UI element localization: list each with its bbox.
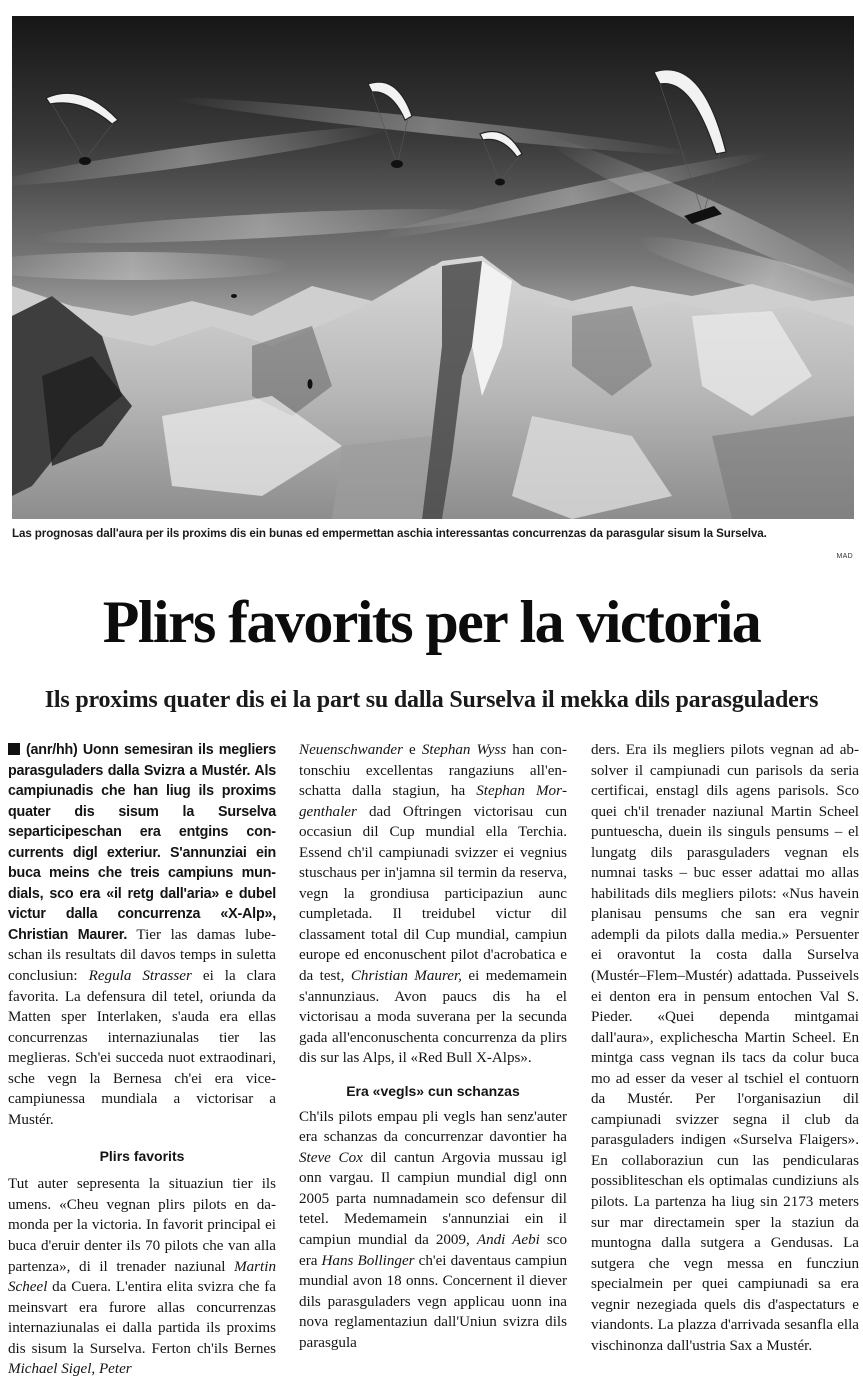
person-name: Martin Scheel — [8, 1258, 276, 1296]
lead-square-icon — [8, 743, 20, 755]
body-text: Tier las damas lubeschan ils resultats dil davos temps in suletta conclusiun: — [8, 926, 276, 985]
body-text: ei medemamein s'annunziaus. Avon paucs dis ha el victorisau a moda suverana per la secunda gada all'enconuschenta concurrenza da plirs dis sur las Alps, il «Red Bull X-Alps». — [299, 968, 567, 1067]
article-subheadline: Ils proxims quater dis ei la part su dalla Surselva il mekka dils parasguladers — [44, 687, 819, 713]
photo-credit: MAD — [836, 553, 853, 560]
paragliders-over-mountains-photo — [12, 16, 854, 519]
article-headline: Plirs favorits per la victoria — [102, 589, 761, 655]
person-name: Christian Maurer, — [350, 968, 462, 985]
body-text: da Cuera. L'entira elita svizra che fa meinsvart era furore allas concurrenzas internaziunalas ei dalla partida ils proxims dis sisum la Surselva. Ferton ch'ils Bernes — [8, 1279, 276, 1357]
person-name: Stephan Wyss — [421, 742, 507, 758]
body-text: sco era — [299, 1232, 567, 1269]
lead-paragraph — [8, 740, 276, 1130]
body-text: dad Oftringen victorisau cun occasiun dil Cup mundial ella Terchia. Essend ch'il campiunadi svizzer ei vegnius stuschaus per in'jamna sil termin da reserva, vegn la grondiusa participaziun aunc cumpletada. Il treidubel victur dil classament total dil Cup mundial, campiun europe ed enconuschent pilot d'acrobatica e da test, — [299, 803, 567, 985]
article-column-1 — [8, 740, 276, 1380]
article-photo — [12, 16, 854, 519]
person-name: Andi Aebi — [476, 1232, 540, 1249]
section-subhead: Plirs favorits — [99, 1148, 185, 1165]
body-text: Tut auter sepresenta la situaziun tier ils umens. «Cheu vegnan plirs pilots en damonda per la victoria. In favorit principal ei buca d'eruir denter ils 70 pilots che van alla partenza», di il trenader naziunal — [8, 1176, 276, 1275]
person-name: Michael Sigel, Peter — [8, 1361, 132, 1378]
photo-caption: Las prognosas dall'aura per ils proxims dis ein bunas ed empermettan aschia interessantas concurrenzas da parasgular sisum la Surselva. — [12, 527, 767, 540]
lead-text: (anr/hh) Uonn semesiran ils megliers parasguladers dalla Svizra a Mustér. Als campiunadis che han liug ils proxims quater dis sisum la Surselva separticipeschan era entgins concurrents digl exteriur. S'annunziai ein buca meins che treis campiuns mundials, sco era «il retg dall'aria» e dubel victur dalla concurrenza «X-Alp», Christian Maurer. — [8, 742, 276, 943]
body-paragraph — [299, 740, 567, 1069]
article-column-3 — [591, 740, 859, 1356]
body-text: ch'ei daventaus campiun mundial avon 18 onns. Concernent il diever dils parasguladers vegn applicau uonn ina nova reglamentaziun dall'Uniun svizra dils parasgula — [299, 1252, 567, 1351]
person-name: Steve Cox — [299, 1149, 363, 1166]
body-paragraph — [299, 1107, 567, 1354]
person-name: Regula Strasser — [88, 968, 192, 985]
body-paragraph — [8, 1174, 276, 1379]
body-paragraph: ders. Era ils megliers pilots vegnan ad absolver il campiunadi cun parisols da seria certificai, enstagl dils agens parisols. Sco quei ch'il trenader naziunal Martin Scheel puntueschа, duein ils singuls pensums – el lungatg dils parasguladers vegnan els numnai tasks – buc esser adattai mo allas habilitads dils megliers pilots: «Nus havein planisau pensums che san era vegnir adempli da pilots dalla media.» Persuenter ei oravontut la costa dalla Surselva (Mustér–Flem–Mustér) adattada. Pusseivels ei denton era in pensum entochen Val S. Pieder. «Quei dependa mintgamai dall'aura», explichescha Martin Scheel. En mintga cass vegnan ils tacs da colur buca mo ad esser da veser al tschiel el contuorn da Mustér. Per l'organisaziun dil campiunadi svizzer segna il club da parasguladers indigen «Surselva Flaigers». En collaboraziun cun las pendicularas possibliteschan els optimalas cundiziuns als pilots. La partenza ha liug sin 2173 meters sur mar directamein sper la staziun da muntogna dalla sutgera a Gendusas. La sutgera che vegn messa en funcziun specialmein per quei campiunadi sa era vegnir nezegiada quels dis d'aspectaturs e viandonts. La plazza d'arrivada sesanfla ella vischinonza dall'ustria Sax a Mustér. — [591, 742, 859, 1354]
body-text: Ch'ils pilots empau pli vegls han senz'auter era schanzas da concurrenzar davontier ha — [299, 1108, 567, 1146]
person-name: Stephan Morgenthaler — [299, 783, 567, 820]
body-text: e — [402, 742, 422, 758]
body-text: han contonschiu excellentas rangaziuns all'enschatta dalla stagiun, ha — [299, 742, 567, 800]
person-name: Hans Bollinger — [321, 1252, 415, 1269]
body-text: ei la clara favorita. La defensura dil tetel, oriunda da Matten sper Interlaken, s'auda era ellas concurrenzas internaziunalas tier las meglieras. Sch'ei succeda nuot extraodinari, sche vegn la Bernesa ch'ei era vicecampiunessa mundiala a victorisar a Mustér. — [8, 968, 276, 1128]
person-name: Neuenschwander — [299, 742, 403, 758]
body-text: dil cantun Argovia mussau igl onn vargau. Il campiun mundial digl onn 2005 parta numnadamein sco defensur dil tetel. Medemamein s'annunziai ein il campiun mundial da 2009, — [299, 1149, 567, 1249]
section-subhead: Era «vegls» cun schanzas — [346, 1082, 520, 1099]
article-column-2 — [299, 740, 567, 1353]
